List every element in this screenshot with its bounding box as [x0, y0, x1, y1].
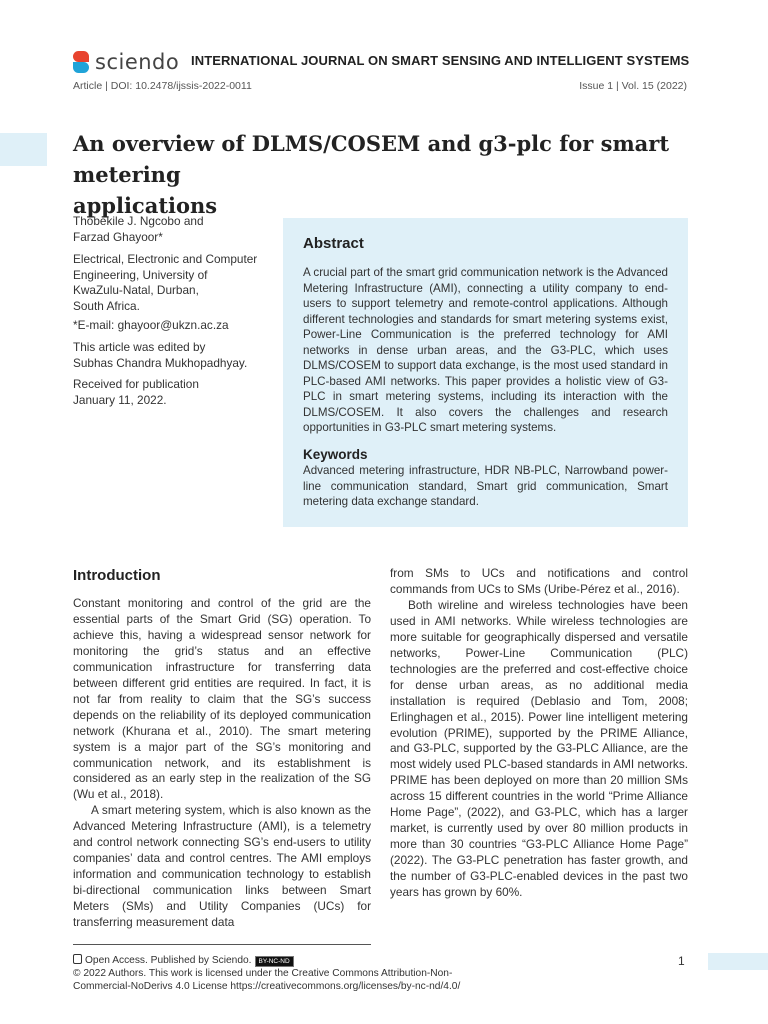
introduction-heading: Introduction	[73, 567, 161, 584]
received-date: Received for publication January 11, 2022.	[73, 377, 199, 407]
open-access-text: Open Access. Published by Sciendo.	[85, 955, 252, 966]
authors: Thobekile J. Ngcobo and Farzad Ghayoor*	[73, 214, 204, 244]
right-column	[390, 566, 688, 901]
paragraph: A smart metering system, which is also known as the Advanced Metering Infrastructure (AMI), is a telemetry and control network connecting SG’s end-users to utility companies’ data and control centres. The AMI employs information and communication technology to establish bi-directional communication links between Smart Meters (SMs) and Utility Companies (UCs) for transferring measurement data	[73, 803, 371, 930]
open-access-lock-icon	[73, 954, 82, 964]
abstract-text: A crucial part of the smart grid communication network is the Advanced Metering Infrastructure (AMI), connecting a utility company to end-users to support telemetry and remote-control applications. Although different technologies and standards for smart metering systems exist, Power-Line Communication is the preferred technology for AMI networks in dense urban areas, and the G3-PLC, which uses DLMS/COSEM to support data exchange, is the most used standard in PLC-based AMI networks. This paper provides a holistic view of G3-PLC in smart metering systems, including its interaction with the DLMS/COSEM. It also covers the challenges and research opportunities in G3-PLC smart metering systems.	[303, 266, 668, 434]
cc-license-badge-icon: BY-NC-ND	[255, 956, 294, 967]
license-line: Commercial-NoDerivs 4.0 License https://creativecommons.org/licenses/by-nc-nd/4.0/	[73, 981, 461, 992]
issue-volume: Issue 1 | Vol. 15 (2022)	[579, 80, 687, 92]
sciendo-logo-icon	[73, 51, 89, 73]
journal-name: INTERNATIONAL JOURNAL ON SMART SENSING AND INTELLIGENT SYSTEMS	[191, 53, 690, 68]
affiliation: Electrical, Electronic and Computer Engineering, University of KwaZulu-Natal, Durban, South Africa.	[73, 252, 258, 313]
left-margin-tab	[0, 133, 47, 166]
license-line: © 2022 Authors. This work is licensed under the Creative Commons Attribution-Non-	[73, 968, 453, 979]
page-number: 1	[678, 954, 685, 968]
logo-text: sciendo	[95, 50, 180, 74]
paragraph: Constant monitoring and control of the grid are the essential parts of the Smart Grid (SG) operation. To achieve this, having a widespread sensor network for monitoring the grid’s status and an effective communication infrastructure for transferring data between different grid entities are required. In fact, it is not far from reality to claim that the SG’s success depends on the reliability of its deployed communication network (Khurana et al., 2010). The smart metering system is a major part of the SG’s monitoring and communication network, and its establishment is considered as an early step in the realization of the SG (Wu et al., 2018).	[73, 596, 371, 802]
keywords-text: Advanced metering infrastructure, HDR NB-PLC, Narrowband power-line communication standard, Smart grid communication, Smart metering data exchange standard.	[303, 464, 668, 508]
paragraph: from SMs to UCs and notifications and control commands from UCs to SMs (Uribe-Pérez et al., 2016).	[390, 566, 688, 596]
footer-license	[73, 954, 513, 993]
paper-title: An overview of DLMS/COSEM and g3-plc for smart metering applications	[73, 131, 670, 218]
keywords-heading: Keywords	[303, 447, 368, 462]
right-margin-tab	[708, 953, 768, 970]
footer-rule	[73, 944, 371, 945]
sciendo-logo	[73, 50, 179, 74]
left-column	[73, 596, 371, 931]
author-email: *E-mail: ghayoor@ukzn.ac.za	[73, 318, 229, 332]
abstract-heading: Abstract	[303, 235, 364, 252]
edited-by: This article was edited by Subhas Chandra Mukhopadhyay.	[73, 340, 248, 370]
paragraph: Both wireline and wireless technologies have been used in AMI networks. While wireless technologies are more suitable for geographically dispersed and versatile networks, Power-Line Communication (PLC) technologies are the preferred and cost-effective choice for dense urban areas, as no additional media installation is required (Deblasio and Tom, 2008; Erlinghagen et al., 2015). Power line intelligent metering evolution (PRIME), supported by the PRIME Alliance, and G3-PLC, supported by the G3-PLC Alliance, are the most widely used PLC-based standards in AMI networks. PRIME has been deployed on more than 20 million SMs across 15 different countries in the world “Prime Alliance Home Page”, (2022), and G3-PLC, which has a larger market, is currently used by over 80 million products in more than 30 countries “G3-PLC Alliance Home Page” (2022). The G3-PLC penetration has faster growth, and the number of G3-PLC-enabled devices in the past two years has grown by 60%.	[390, 597, 688, 900]
article-doi: Article | DOI: 10.2478/ijssis-2022-0011	[73, 80, 252, 92]
